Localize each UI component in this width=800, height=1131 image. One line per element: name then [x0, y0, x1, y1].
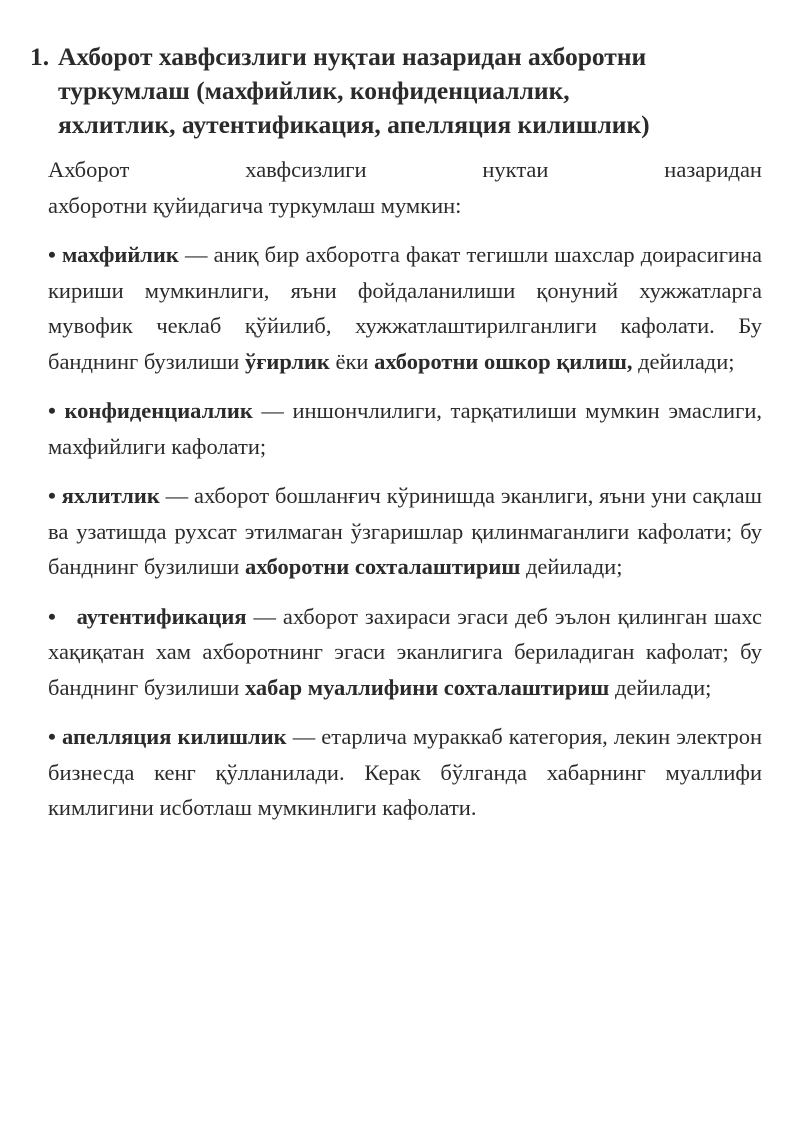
- item-confidentiality: [48, 393, 762, 464]
- definition-text: — ахборот захираси эгаси деб эълон қилинган шахс хақиқатан хам ахборотнинг эгаси эканлигига бериладиган кафолат; бу банднинг бузилиши: [48, 603, 762, 700]
- definition-text: ёки: [329, 348, 375, 374]
- bold-phrase: ахборотни сохталаштириш: [244, 554, 521, 579]
- intro-line-1: [48, 152, 762, 188]
- definition-text: дейилади;: [609, 674, 712, 700]
- bold-phrase: хабар муаллифини сохталаштириш: [244, 674, 610, 700]
- term-secrecy: махфийлик: [62, 242, 179, 267]
- bullet: •: [48, 242, 56, 267]
- item-secrecy: [48, 237, 762, 379]
- heading-number: 1.: [30, 42, 50, 71]
- definition-text: дейилади;: [520, 554, 623, 579]
- term-authentication: аутентификация: [76, 603, 247, 629]
- intro-word: нуктаи: [482, 157, 549, 182]
- term-appeal: апелляция килишлик: [62, 724, 287, 749]
- definition-text: дейилади;: [632, 348, 735, 374]
- heading-line-1-text: Ахборот хавфсизлиги нуқтаи назаридан ахборотни: [58, 42, 647, 71]
- definition-text: — иншончлилиги, тарқатилиши мумкин эмаслиги, махфийлиги кафолати;: [48, 398, 762, 459]
- intro-word: хавфсизлиги: [245, 157, 367, 182]
- intro-paragraph: [48, 152, 762, 223]
- definition-text: — аниқ бир ахборотга факат тегишли шахслар доирасигина кириши мумкинлиги, яъни фойдаланилиши қонуний хужжатларга мувофик чеклаб қўйилиб, хужжатлаштирилганлиги кафолати. Бу банднинг бузилиши: [48, 242, 763, 374]
- definition-text: — ахборот бошланғич кўринишда эканлиги, яъни уни сақлаш ва узатишда рухсат этилмаган ўзгаришлар қилинмаганлиги кафолати; бу банднинг бузилиши: [48, 483, 762, 579]
- intro-word: Ахборот: [48, 157, 130, 182]
- definition-text: — етарлича мураккаб категория, лекин электрон бизнесда кенг қўлланилади. Керак бўлганда хабарнинг муаллифи кимлигини исботлаш мумкинлиги кафолати.: [48, 724, 762, 820]
- item-authentication: [48, 599, 762, 706]
- bullet: •: [48, 724, 56, 749]
- intro-line-2: ахборотни қуйидагича туркумлаш мумкин:: [48, 192, 462, 218]
- bullet: •: [48, 398, 56, 423]
- body-text: [48, 152, 762, 840]
- heading-line-2: туркумлаш (махфийлик, конфиденциаллик,: [58, 76, 570, 105]
- item-appeal: [48, 719, 762, 826]
- bullet: •: [48, 603, 56, 629]
- term-confidentiality: конфиденциаллик: [64, 398, 253, 423]
- heading-line-1: [30, 40, 770, 74]
- heading-line-3: яхлитлик, аутентификация, апелляция килишлик): [58, 110, 650, 139]
- section-heading: [30, 40, 770, 142]
- bullet: •: [48, 483, 56, 508]
- intro-word: назаридан: [664, 157, 762, 182]
- term-integrity: яхлитлик: [61, 483, 160, 508]
- bold-phrase: ўғирлик: [244, 348, 330, 374]
- item-integrity: [48, 478, 762, 585]
- bold-phrase: ахборотни ошкор қилиш,: [374, 348, 633, 374]
